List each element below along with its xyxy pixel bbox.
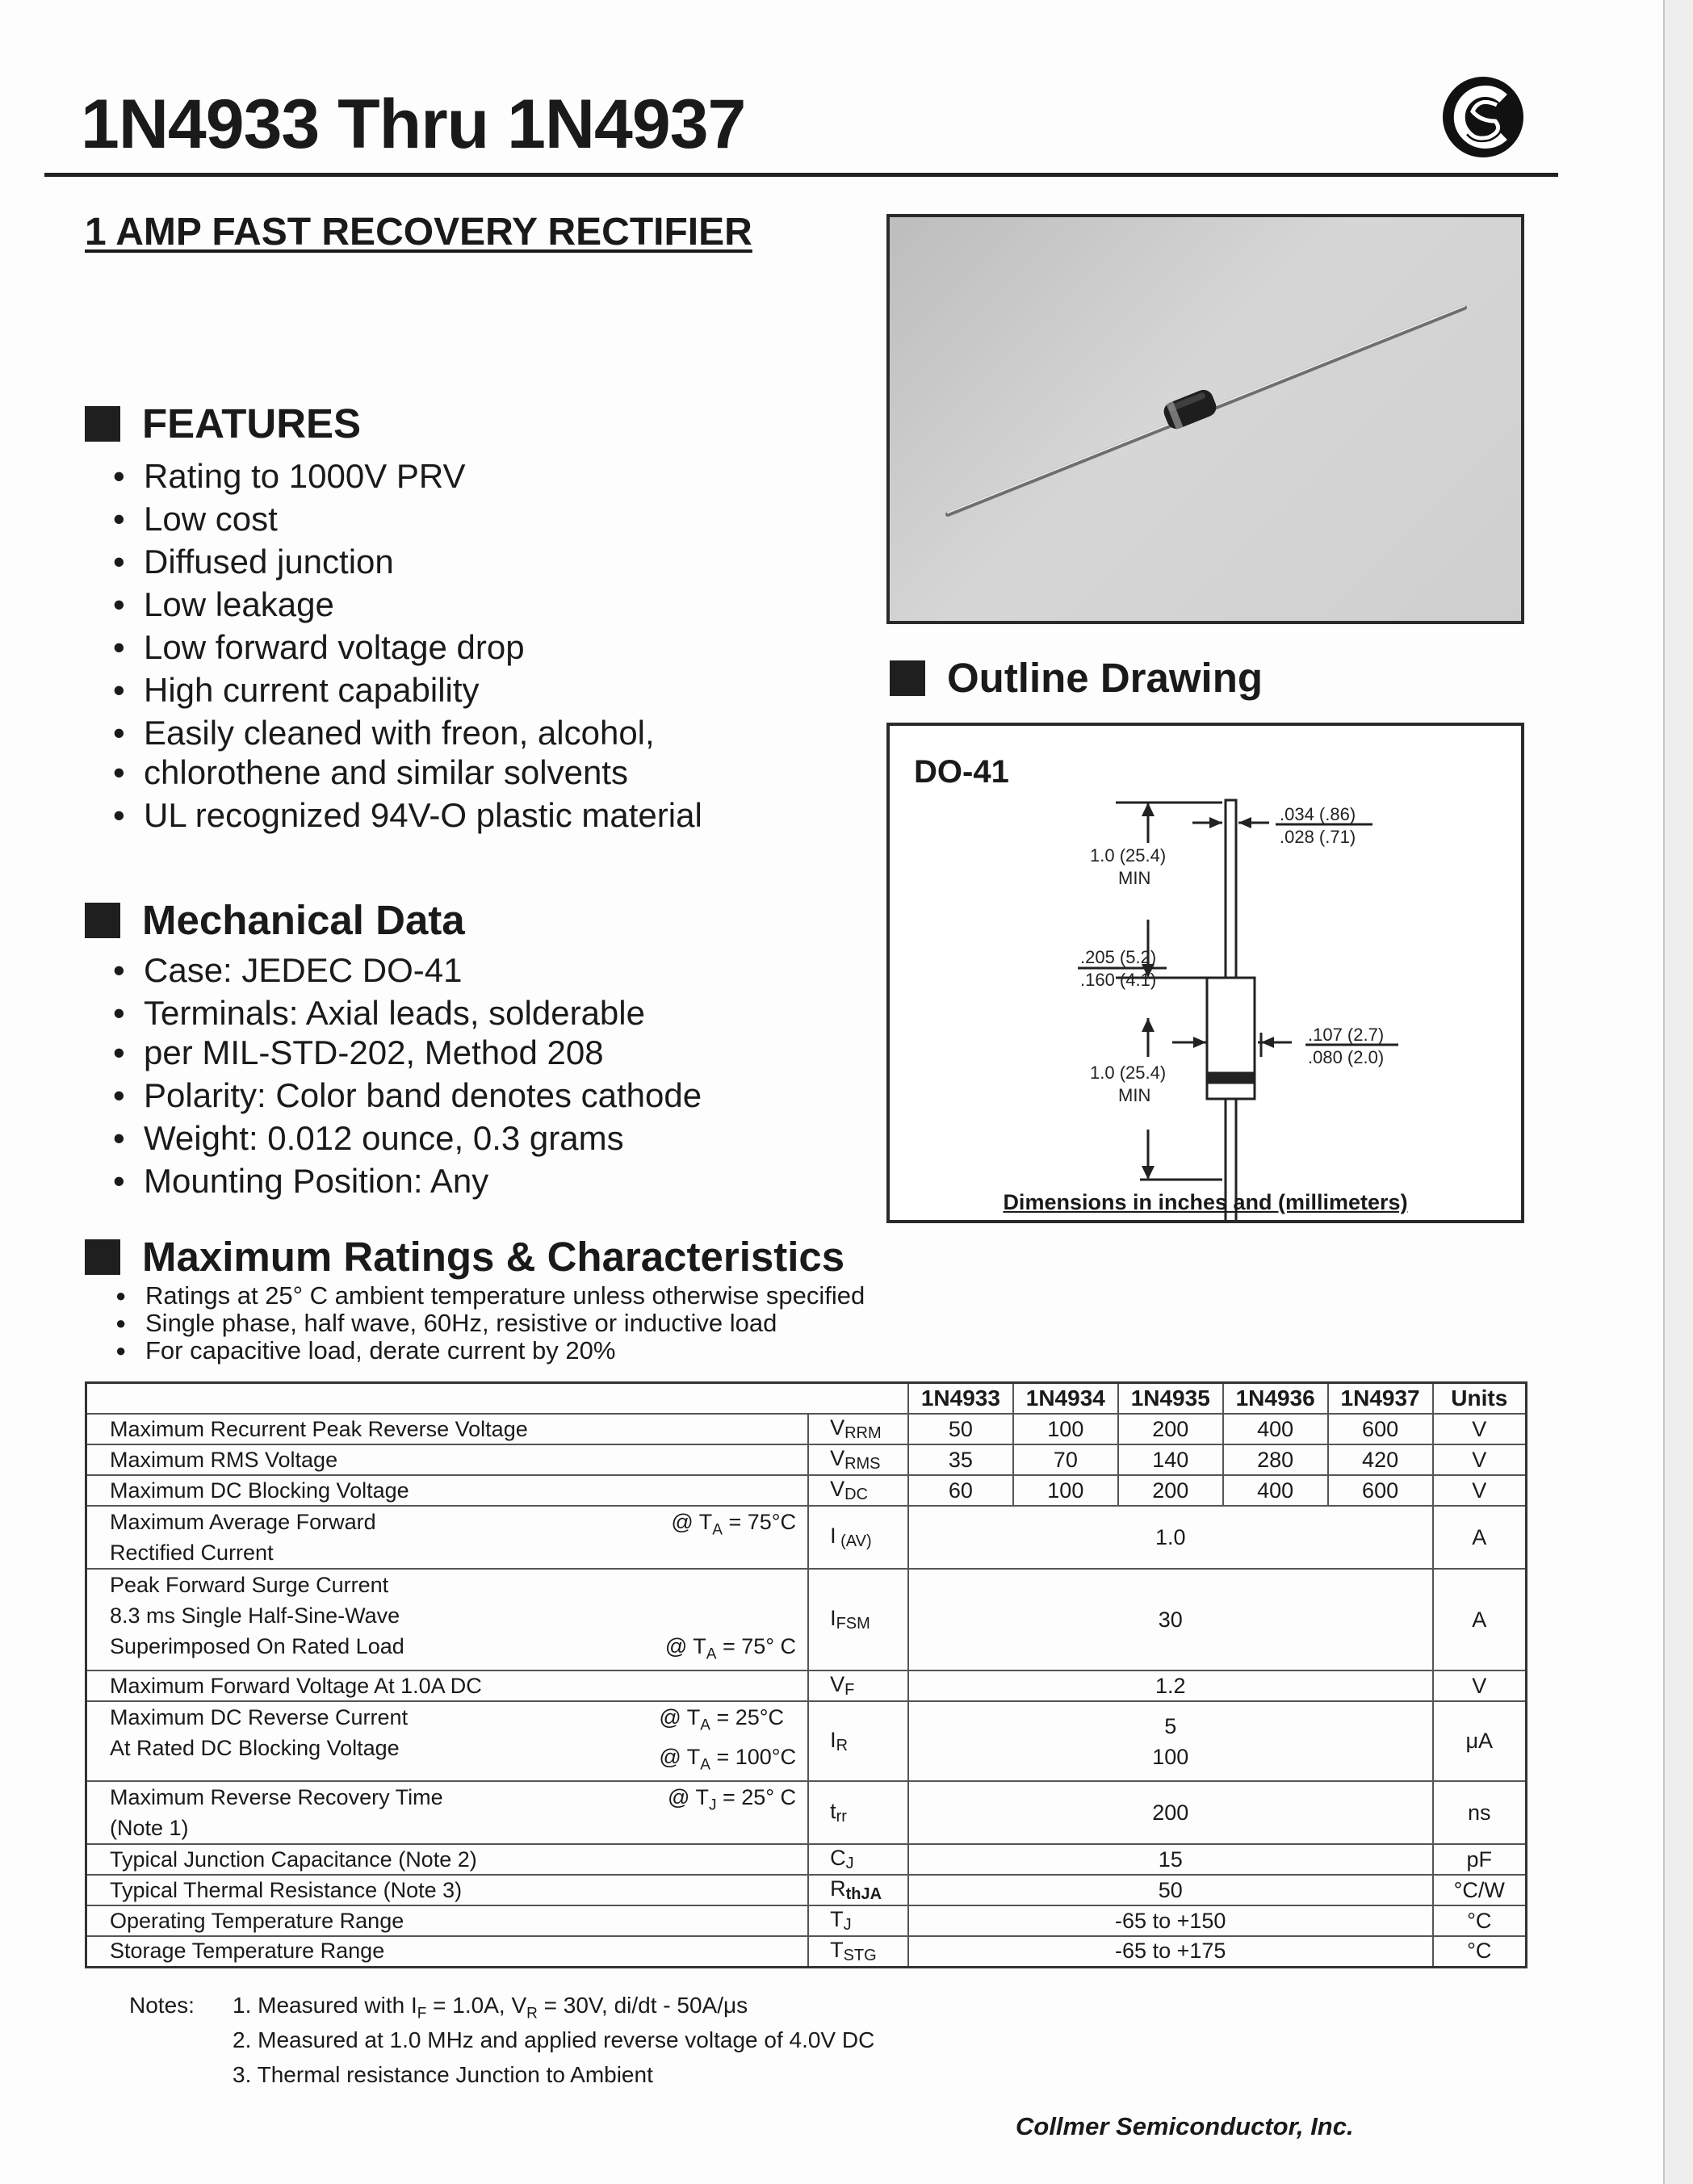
mechanical-heading [85, 896, 465, 944]
list-item: • Polarity: Color band denotes cathode [85, 1074, 811, 1117]
company-name: Collmer Semiconductor, Inc. [1016, 2112, 1354, 2140]
table-row: Storage Temperature Range $T_{STG}$ -65 to +175 °C [86, 1936, 1527, 1967]
col-header: 1N4935 [1118, 1383, 1223, 1415]
col-header: 1N4934 [1013, 1383, 1118, 1415]
table-row: Typical Junction Capacitance (Note 2) $C_J$ 15 pF [86, 1844, 1527, 1875]
ratings-conditions [85, 1282, 1054, 1364]
dim-lead-len-top-min: MIN [1118, 868, 1151, 888]
dim-lead-len-bot: 1.0 (25.4) [1090, 1063, 1167, 1083]
list-item: ● For capacitive load, derate current by 20% [85, 1337, 1054, 1364]
list-item: • Terminals: Axial leads, solderable [85, 991, 811, 1034]
outline-heading [890, 654, 1263, 702]
note-1: 1. Measured with $I_F = 1.0A$, $V_R = 30V$, di/dt - 50A/μs [233, 1993, 748, 2023]
list-item: • Case: JEDEC DO-41 [85, 949, 811, 991]
mechanical-heading-text: Mechanical Data [142, 897, 465, 943]
ratings-table [85, 1381, 1527, 1968]
list-item: ● Single phase, half wave, 60Hz, resistive or inductive load [85, 1310, 1054, 1337]
list-item: • Diffused junction [85, 540, 811, 583]
col-header: 1N4937 [1328, 1383, 1433, 1415]
table-row: Maximum Average Forward Rectified Current @ $T_A = 75^\circ C$ I $_{(AV)}$ 1.0 A [86, 1506, 1527, 1569]
dim-body-len-bot: .160 (4.1) [1080, 970, 1157, 990]
mechanical-list [85, 949, 811, 1202]
list-item: • per MIL-STD-202, Method 208 [85, 1031, 811, 1074]
subtitle: 1 AMP FAST RECOVERY RECTIFIER [85, 211, 752, 254]
table-header-row [86, 1383, 1527, 1415]
section-marker-icon [85, 1239, 120, 1275]
dim-lead-dia-bot: .028 (.71) [1280, 827, 1356, 847]
outline-drawing-box [886, 723, 1524, 1223]
ratings-heading [85, 1233, 844, 1281]
table-row: Typical Thermal Resistance (Note 3) $R_{thJA}$ 50 °C/W [86, 1875, 1527, 1905]
section-marker-icon [85, 406, 120, 442]
dim-lead-len-top: 1.0 (25.4) [1090, 845, 1167, 866]
features-list [85, 455, 811, 836]
col-header: 1N4933 [908, 1383, 1013, 1415]
ratings-heading-text: Maximum Ratings & Characteristics [142, 1234, 845, 1280]
dim-lead-len-bot-min: MIN [1118, 1085, 1151, 1105]
outline-heading-text: Outline Drawing [947, 655, 1263, 701]
list-item: • chlorothene and similar solvents [85, 751, 811, 794]
list-item: • Mounting Position: Any [85, 1159, 811, 1202]
dim-lead-dia-top: .034 (.86) [1280, 804, 1356, 824]
note-2: 2. Measured at 1.0 MHz and applied reverse voltage of 4.0V DC [233, 2027, 875, 2052]
col-header-units: Units [1433, 1383, 1527, 1415]
list-item: • Weight: 0.012 ounce, 0.3 grams [85, 1117, 811, 1159]
title-rule [44, 173, 1558, 177]
dim-body-dia-top: .107 (2.7) [1308, 1025, 1385, 1045]
do41-dimension-drawing [890, 726, 1521, 1220]
package-label: DO-41 [914, 754, 1009, 790]
dimensions-caption: Dimensions in inches and (millimeters) [1003, 1190, 1408, 1214]
table-row: Maximum Reverse Recovery Time (Note 1) @ $T_J = 25^\circ$ C $t_{rr}$ 200 ns [86, 1781, 1527, 1844]
page-title: 1N4933 Thru 1N4937 [81, 86, 746, 163]
list-item: • Easily cleaned with freon, alcohol, [85, 711, 811, 754]
component-photo [886, 214, 1524, 624]
list-item: • Low cost [85, 497, 811, 540]
table-row: Maximum RMS Voltage $V_{RMS}$ 35 70 140 280 420 V [86, 1444, 1527, 1475]
dim-body-dia-bot: .080 (2.0) [1308, 1047, 1385, 1067]
list-item: ● Ratings at 25° C ambient temperature unless otherwise specified [85, 1282, 1054, 1310]
table-row: Maximum Recurrent Peak Reverse Voltage $V_{RRM}$ 50 100 200 400 600 V [86, 1414, 1527, 1444]
features-heading-text: FEATURES [142, 400, 362, 446]
cs-logo-icon [1439, 73, 1527, 161]
col-header: 1N4936 [1223, 1383, 1328, 1415]
table-row: Maximum DC Blocking Voltage $V_{DC}$ 60 100 200 400 600 V [86, 1475, 1527, 1506]
table-row: Maximum DC Reverse Current At Rated DC Blocking Voltage @ $T_A = 25^\circ C$ @ $T_A = 100^\circ C$ $I_R$ 5 100 μA [86, 1701, 1527, 1781]
page-edge [1663, 0, 1693, 2184]
note-3: 3. Thermal resistance Junction to Ambient [233, 2062, 653, 2087]
table-row: Maximum Forward Voltage At 1.0A DC $V_F$ 1.2 V [86, 1670, 1527, 1701]
table-row: Peak Forward Surge Current 8.3 ms Single Half-Sine-Wave Superimposed On Rated Load @ $T_A = 75^\circ$ C $I_{FSM}$ 30 A [86, 1569, 1527, 1670]
diode-photo-image [890, 217, 1521, 621]
list-item: • Low leakage [85, 583, 811, 626]
section-marker-icon [890, 660, 925, 696]
list-item: • Low forward voltage drop [85, 626, 811, 669]
list-item: • Rating to 1000V PRV [85, 455, 811, 497]
list-item: • UL recognized 94V-O plastic material [85, 794, 811, 836]
dim-body-len-top: .205 (5.2) [1080, 947, 1157, 967]
list-item: • High current capability [85, 669, 811, 711]
features-heading [85, 400, 361, 447]
notes-label: Notes: [129, 1993, 195, 2018]
table-row: Operating Temperature Range $T_J$ -65 to +150 °C [86, 1905, 1527, 1936]
section-marker-icon [85, 903, 120, 938]
